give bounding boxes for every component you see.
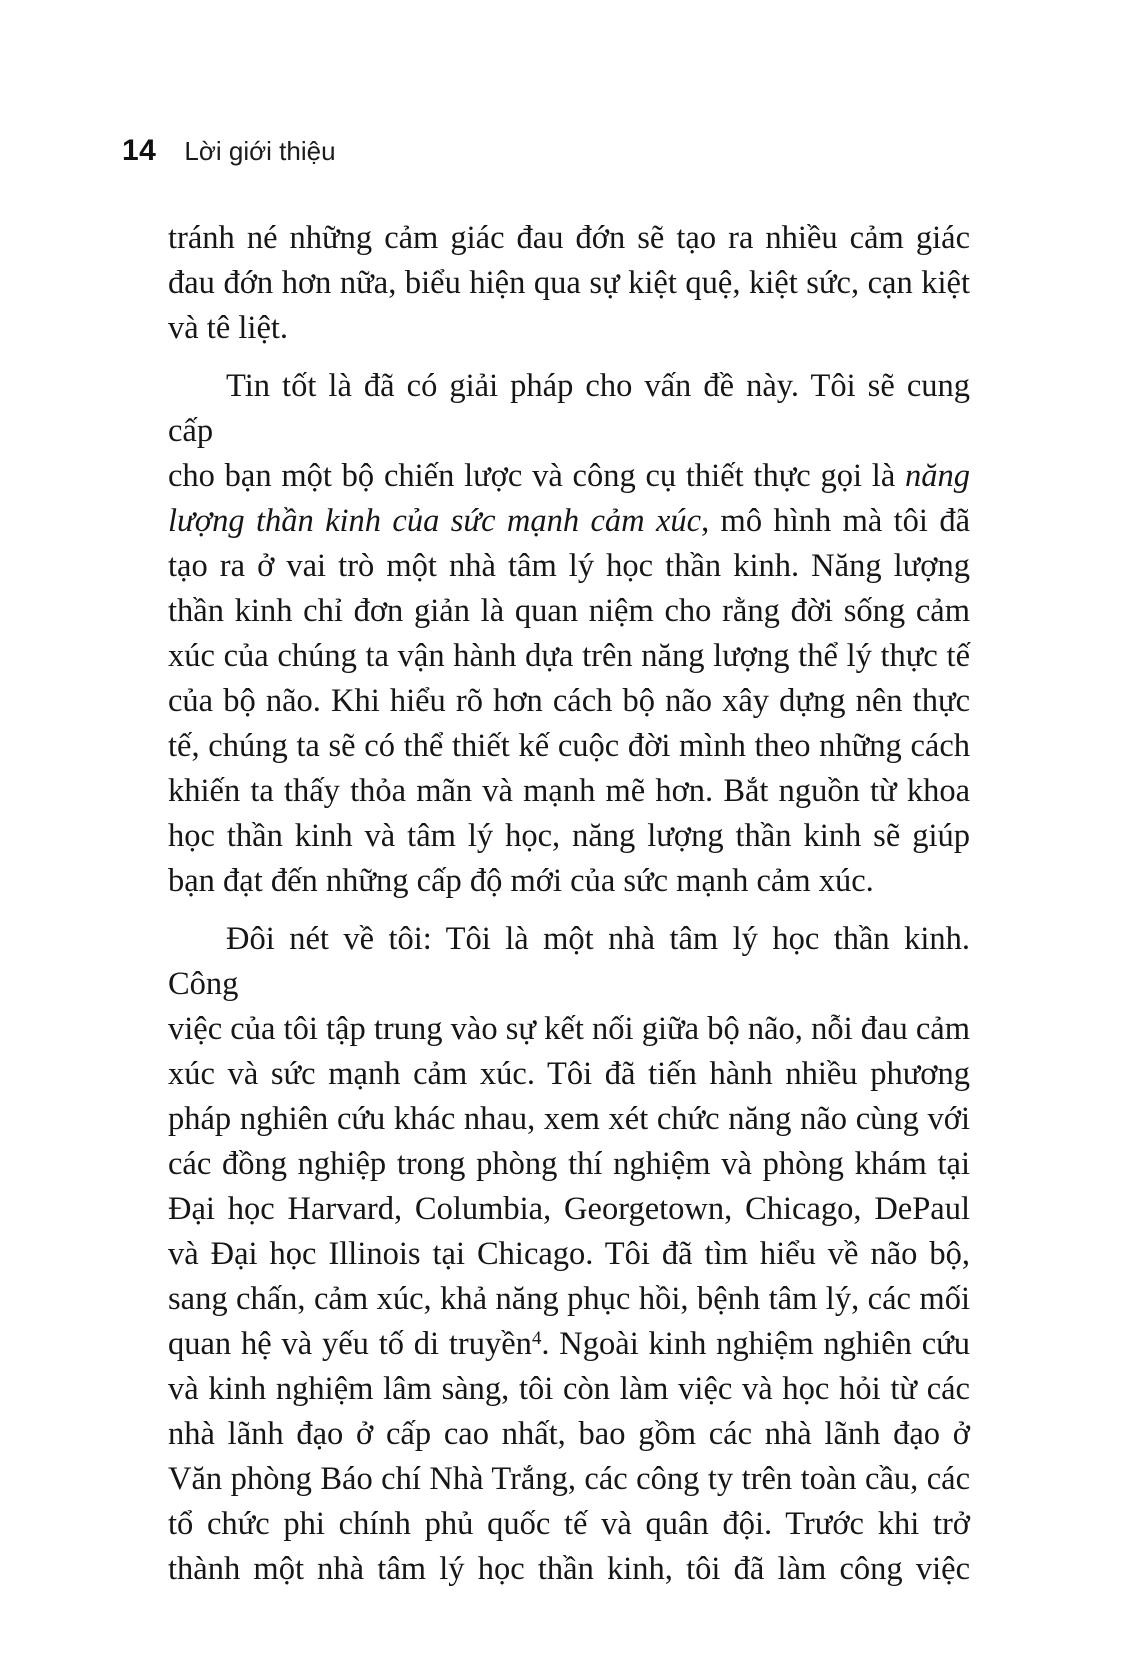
text-segment: quan hệ và yếu tố di truyền: [168, 1326, 532, 1362]
text-line: và kinh nghiệm lâm sàng, tôi còn làm việc và học hỏi từ các: [168, 1371, 970, 1407]
text-line: xúc của chúng ta vận hành dựa trên năng lượng thể lý thực tế: [168, 638, 970, 674]
text-line: thành một nhà tâm lý học thần kinh, tôi đã làm công việc: [168, 1551, 970, 1587]
text-segment: , mô hình mà tôi đã: [701, 503, 970, 539]
italic-segment: lượng thần kinh của sức mạnh cảm xúc: [168, 503, 702, 539]
text-line: của bộ não. Khi hiểu rõ hơn cách bộ não xây dựng nên thực: [168, 683, 970, 719]
text-line: thần kinh chỉ đơn giản là quan niệm cho rằng đời sống cảm: [168, 593, 970, 629]
footnote-ref: 4: [531, 1327, 542, 1349]
text-line: học thần kinh và tâm lý học, năng lượng thần kinh sẽ giúp: [168, 818, 970, 854]
text-line: việc của tôi tập trung vào sự kết nối giữa bộ não, nỗi đau cảm: [168, 1011, 970, 1047]
text-line: Đôi nét về tôi: Tôi là một nhà tâm lý học thần kinh. Công: [168, 921, 970, 1002]
page-number: 14: [122, 134, 157, 167]
text-line: nhà lãnh đạo ở cấp cao nhất, bao gồm các nhà lãnh đạo ở: [168, 1416, 970, 1452]
paragraph: [168, 364, 970, 904]
text-line: [168, 1322, 970, 1367]
text-line: tế, chúng ta sẽ có thể thiết kế cuộc đời mình theo những cách: [168, 728, 970, 764]
text-line: Văn phòng Báo chí Nhà Trắng, các công ty trên toàn cầu, các: [168, 1461, 970, 1497]
text-line: và tê liệt.: [168, 310, 289, 346]
text-line: xúc và sức mạnh cảm xúc. Tôi đã tiến hành nhiều phương: [168, 1056, 970, 1092]
section-title: Lời giới thiệu: [184, 136, 336, 166]
text-line: tổ chức phi chính phủ quốc tế và quân đội. Trước khi trở: [168, 1506, 970, 1542]
running-header: [122, 134, 336, 168]
paragraph: [168, 216, 970, 351]
text-line: và Đại học Illinois tại Chicago. Tôi đã tìm hiểu về não bộ,: [168, 1236, 970, 1272]
text-line: khiến ta thấy thỏa mãn và mạnh mẽ hơn. Bắt nguồn từ khoa: [168, 773, 970, 809]
text-line: [168, 454, 970, 499]
text-line: [168, 499, 970, 544]
text-line: Đại học Harvard, Columbia, Georgetown, Chicago, DePaul: [168, 1191, 970, 1227]
text-segment: cho bạn một bộ chiến lược và công cụ thiết thực gọi là: [168, 458, 896, 494]
paragraph: [168, 917, 970, 1592]
text-segment: . Ngoài kinh nghiệm nghiên cứu: [541, 1326, 970, 1362]
text-line: Tin tốt là đã có giải pháp cho vấn đề này. Tôi sẽ cung cấp: [168, 368, 970, 449]
body-text: [168, 216, 970, 1592]
text-line: tránh né những cảm giác đau đớn sẽ tạo ra nhiều cảm giác: [168, 220, 970, 256]
text-line: bạn đạt đến những cấp độ mới của sức mạnh cảm xúc.: [168, 863, 874, 899]
text-line: sang chấn, cảm xúc, khả năng phục hồi, bệnh tâm lý, các mối: [168, 1281, 970, 1317]
text-line: các đồng nghiệp trong phòng thí nghiệm và phòng khám tại: [168, 1146, 970, 1182]
italic-segment: năng: [905, 458, 971, 494]
text-line: đau đớn hơn nữa, biểu hiện qua sự kiệt quệ, kiệt sức, cạn kiệt: [168, 265, 970, 301]
text-line: tạo ra ở vai trò một nhà tâm lý học thần kinh. Năng lượng: [168, 548, 970, 584]
text-line: pháp nghiên cứu khác nhau, xem xét chức năng não cùng với: [168, 1101, 970, 1137]
